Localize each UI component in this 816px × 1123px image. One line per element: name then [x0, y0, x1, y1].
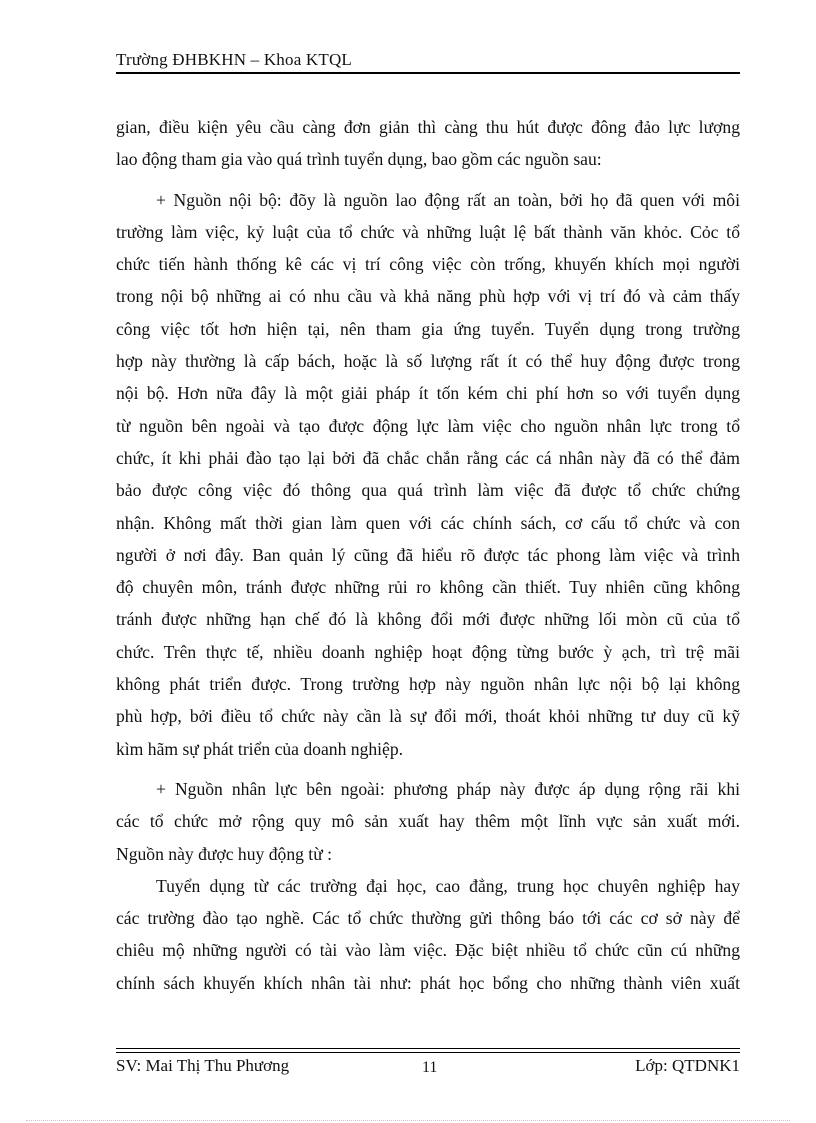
paragraph-2-line: kìm hãm sự phát triển của doanh nghiệp. [116, 738, 404, 759]
paragraph-2-line: tránh được những hạn chế đó là không đổi mới được những lối mòn cũ của tổ [116, 609, 740, 630]
paragraph-2-line: hợp này thường là cấp bách, hoặc là số lượng rất ít có thể huy động được trong [116, 351, 740, 372]
paragraph-3-line: + Nguồn nhân lực bên ngoài: phương pháp này được áp dụng rộng rãi khi [156, 778, 740, 799]
paragraph-2-line: độ chuyên môn, tránh được những rủi ro không cần thiết. Tuy nhiên cũng không [116, 577, 740, 598]
paragraph-4-line: chiêu mộ những người có tài vào làm việc. Đặc biệt nhiều tổ chức cũn cú những [116, 940, 740, 961]
paragraph-4-line: Tuyển dụng từ các trường đại học, cao đẳng, trung học chuyên nghiệp hay [156, 875, 740, 896]
paragraph-2-line: + Nguồn nội bộ: đõy là nguồn lao động rất an toàn, bởi họ đã quen với môi [156, 189, 740, 210]
paragraph-2-line: chức tiến hành thống kê các vị trí công việc còn trống, khuyến khích mọi người [116, 254, 740, 275]
footer-student-name: SV: Mai Thị Thu Phương [116, 1056, 290, 1075]
page-header [116, 48, 740, 76]
paragraph-2-line: người ở nơi đây. Ban quản lý cũng đã hiểu rõ được tác phong làm việc và trình [116, 544, 740, 565]
footer-rule [116, 1048, 740, 1049]
footer-rule [116, 1052, 740, 1053]
paragraph-2-line: chức. Trên thực tế, nhiều doanh nghiệp hoạt động từng bước ỳ ạch, trì trệ mãi [116, 641, 740, 662]
paragraph-2-line: phù hợp, bởi điều tổ chức này cần là sự đổi mới, thoát khỏi những tư duy cũ kỹ [116, 706, 740, 727]
body-text [116, 111, 740, 999]
paragraph-3-line: Nguồn này được huy động từ : [116, 843, 333, 864]
page-edge-divider [26, 1120, 790, 1121]
page-footer [116, 1046, 740, 1086]
paragraph-4-line: các trường đào tạo nghề. Các tổ chức thường gửi thông báo tới các cơ sở này để [116, 908, 740, 929]
paragraph-2-line: từ nguồn bên ngoài và tạo được động lực làm việc cho nguồn nhân lực trong tổ [116, 415, 740, 436]
paragraph-1-line: lao động tham gia vào quá trình tuyển dụng, bao gồm các nguồn sau: [116, 149, 602, 170]
footer-class: Lớp: QTDNK1 [635, 1056, 740, 1075]
paragraph-4-line: chính sách khuyến khích nhân tài như: phát học bổng cho những thành viên xuất [116, 972, 740, 993]
page-number: 11 [422, 1059, 438, 1076]
paragraph-2-line: nội bộ. Hơn nữa đây là một giải pháp ít tốn kém chi phí hơn so với tuyển dụng [116, 383, 740, 404]
paragraph-1-line: gian, điều kiện yêu cầu càng đơn giản thì càng thu hút được đông đảo lực lượng [116, 117, 740, 137]
paragraph-2-line: không phát triển được. Trong trường hợp này nguồn nhân lực nội bộ lại không [116, 674, 740, 695]
paragraph-2-line: trong nội bộ những ai có nhu cầu và khả năng phù hợp với vị trí đó và cảm thấy [116, 286, 740, 307]
paragraph-2-line: nhận. Không mất thời gian làm quen với các chính sách, cơ cấu tổ chức và con [116, 512, 740, 533]
paragraph-2-line: công việc tốt hơn hiện tại, nên tham gia ứng tuyển. Tuyển dụng trong trường [116, 318, 740, 339]
paragraph-3-line: các tổ chức mở rộng quy mô sản xuất hay thêm một lĩnh vực sản xuất mới. [116, 811, 740, 832]
paragraph-2-line: chức, ít khi phải đào tạo lại bởi đã chắc chắn rằng các cá nhân này đã có thể đảm [116, 447, 740, 468]
paragraph-2-line: bảo được công việc đó thông qua quá trình làm việc đã được tổ chức chứng [116, 480, 740, 501]
header-rule [116, 72, 740, 74]
paragraph-2-line: trường làm việc, kỷ luật của tổ chức và những luật lệ bất thành văn khỏc. Cỏc tổ [116, 221, 740, 242]
header-title: Trường ĐHBKHN – Khoa KTQL [116, 50, 353, 69]
